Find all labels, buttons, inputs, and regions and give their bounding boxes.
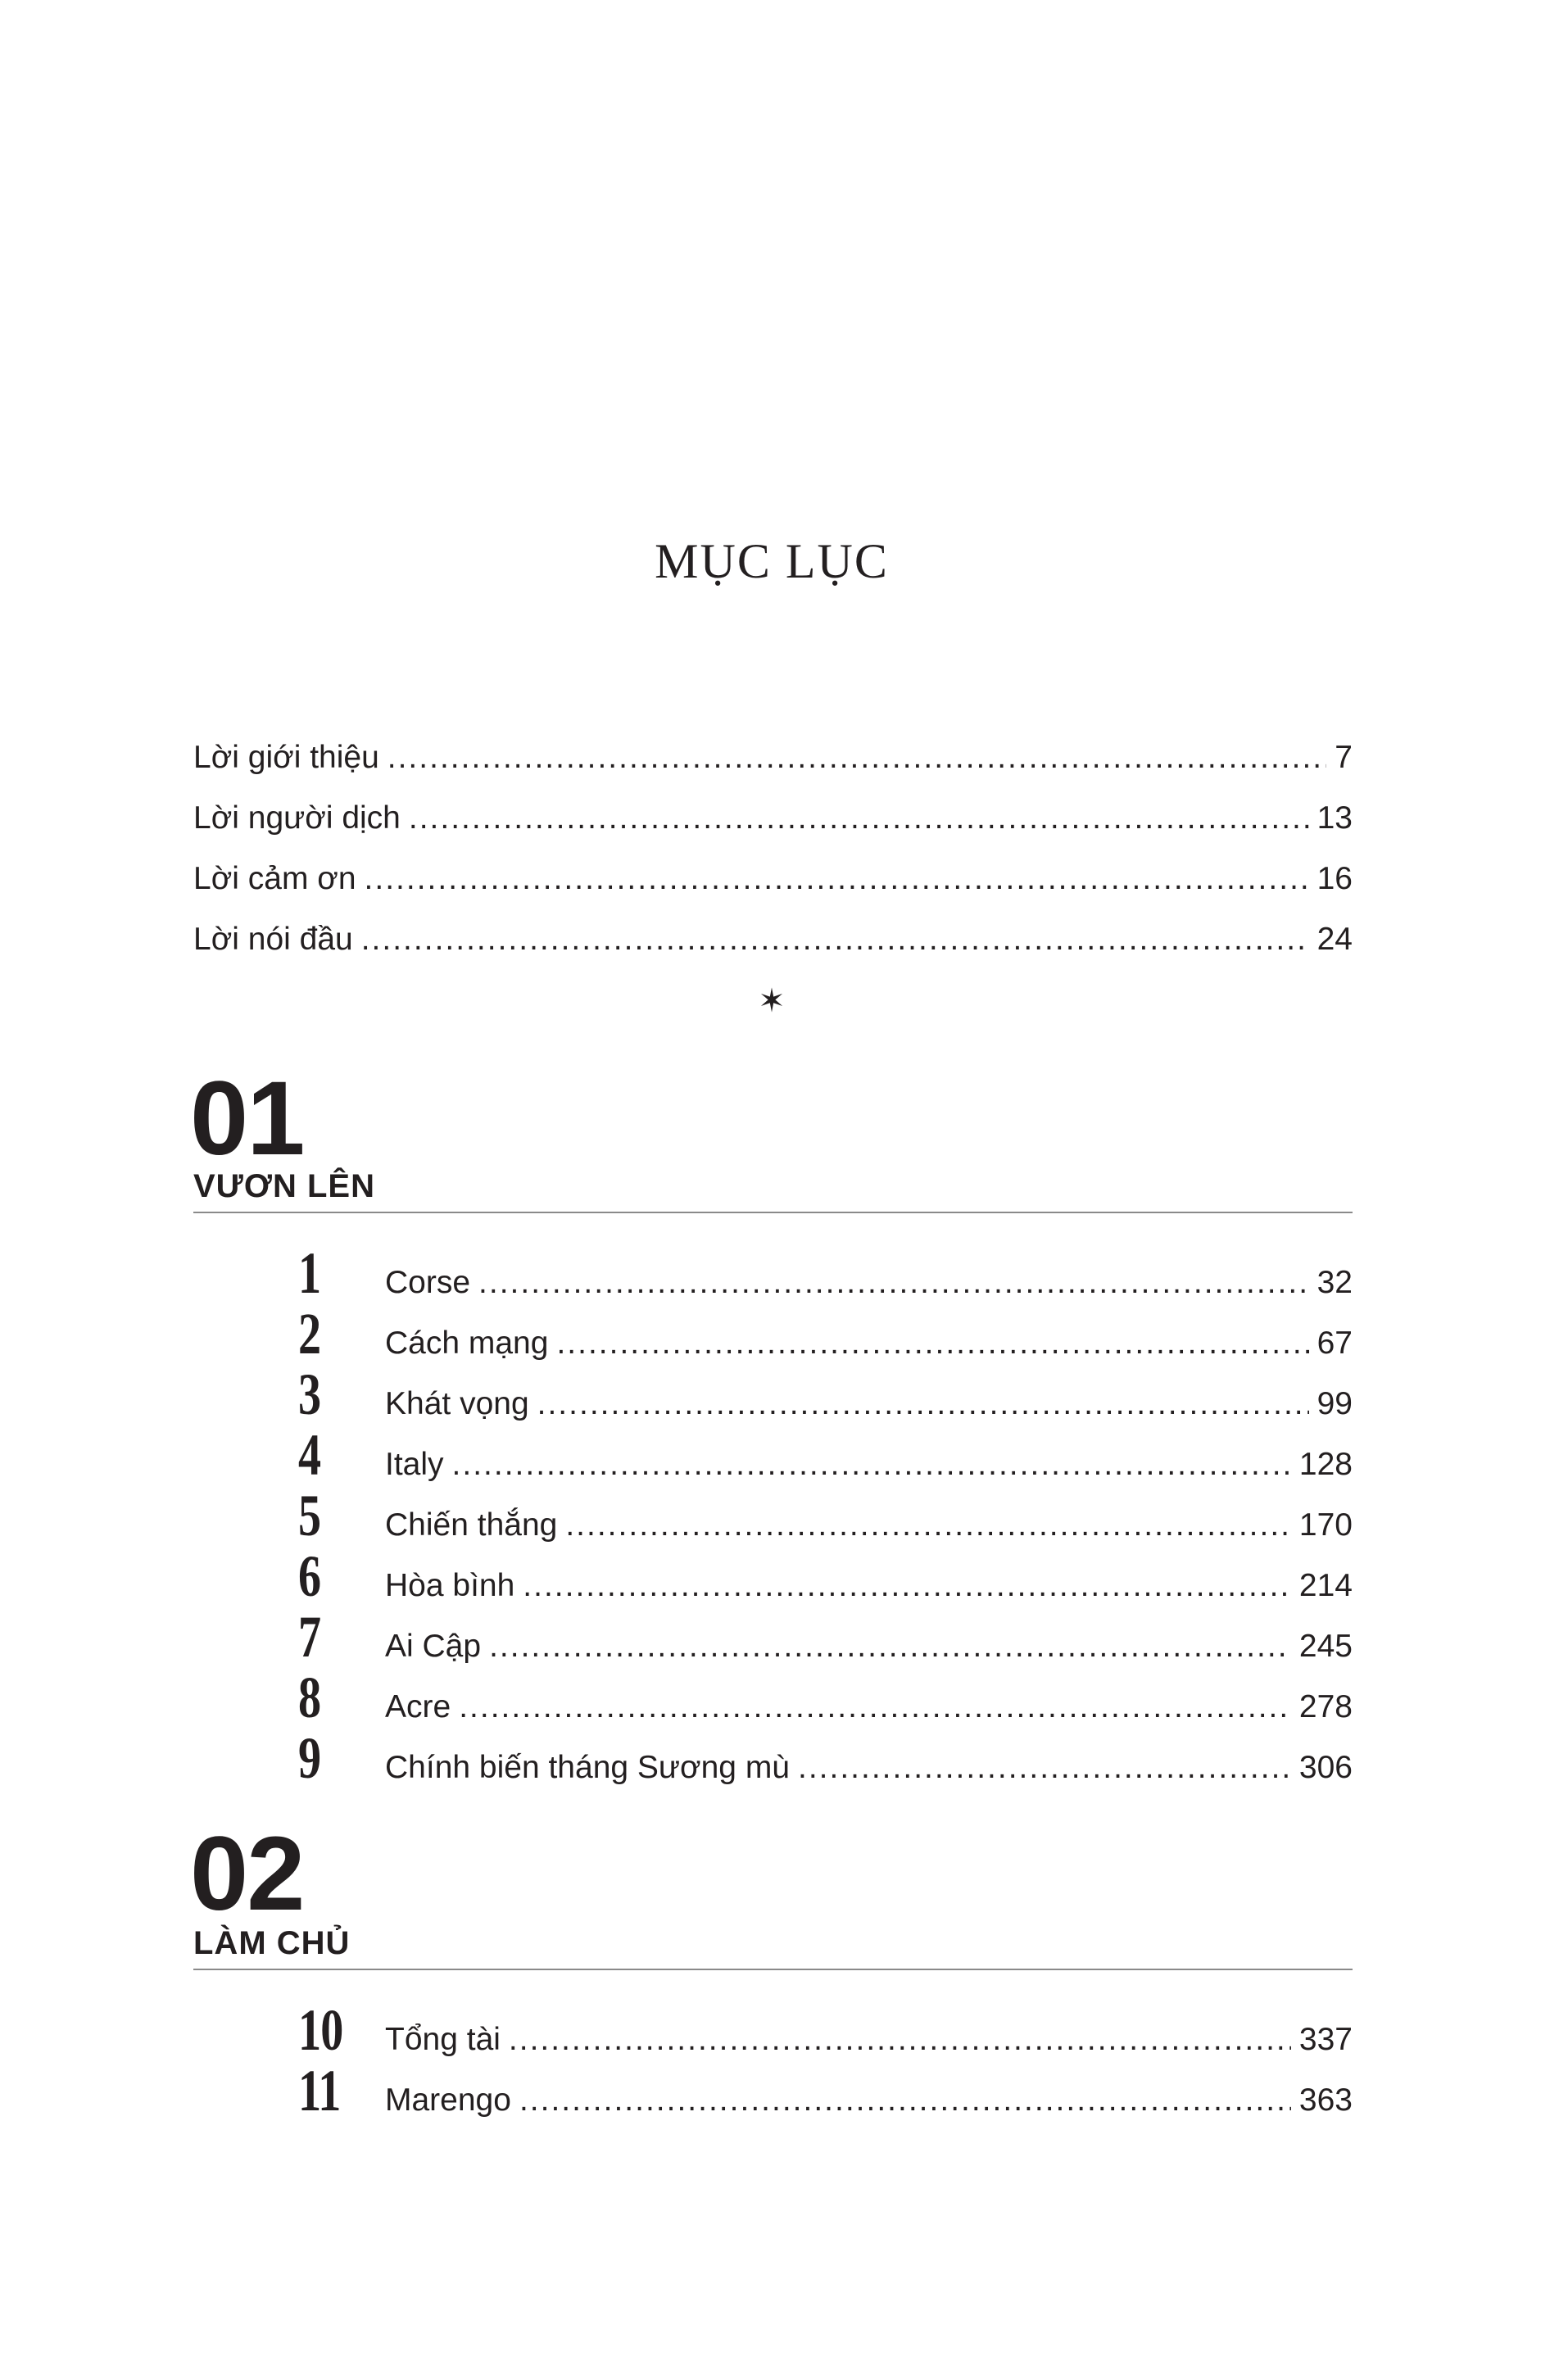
- chapter-item[interactable]: [193, 1997, 1353, 2063]
- chapter-title: Khát vọng: [385, 1386, 529, 1421]
- chapter-item[interactable]: [193, 1364, 1353, 1425]
- chapter-number: 11: [298, 2058, 341, 2123]
- dot-leader: [361, 909, 1309, 970]
- chapter-title: Chính biến tháng Sương mù: [385, 1750, 790, 1785]
- page-number: 245: [1298, 1629, 1353, 1664]
- front-matter-item[interactable]: [193, 909, 1353, 970]
- page-number: 99: [1316, 1386, 1353, 1421]
- dot-leader: [489, 1616, 1291, 1677]
- chapter-number: 6: [298, 1543, 321, 1609]
- chapter-item[interactable]: [193, 1604, 1353, 1670]
- part-divider: [193, 1969, 1353, 1970]
- chapter-title: Tổng tài: [385, 2022, 501, 2057]
- chapter-number: 2: [298, 1301, 321, 1366]
- entry-title: Lời cảm ơn: [193, 861, 356, 896]
- chapter-title: Chiến thắng: [385, 1507, 558, 1543]
- dot-leader: [452, 1434, 1291, 1495]
- dot-leader: [387, 727, 1327, 788]
- page-number: 7: [1335, 740, 1353, 775]
- dot-leader: [478, 1253, 1309, 1313]
- dot-leader: [519, 2070, 1291, 2131]
- chapter-item[interactable]: [193, 2060, 1353, 2121]
- chapter-item[interactable]: [193, 1667, 1353, 1728]
- chapter-item[interactable]: [193, 1303, 1353, 1364]
- dot-leader: [523, 1556, 1291, 1616]
- chapter-title: Hòa bình: [385, 1568, 515, 1603]
- page-number: 306: [1298, 1750, 1353, 1785]
- chapter-item[interactable]: [193, 1725, 1353, 1791]
- part-title: LÀM CHỦ: [193, 1925, 351, 1961]
- entry-title: Lời người dịch: [193, 800, 401, 836]
- part-divider: [193, 1212, 1353, 1213]
- dot-leader: [565, 1495, 1291, 1556]
- dot-leader: [509, 2010, 1291, 2070]
- chapter-item[interactable]: [193, 1485, 1353, 1546]
- front-matter-item[interactable]: [193, 788, 1353, 849]
- entry-title: Lời nói đầu: [193, 922, 353, 957]
- page-number: 363: [1298, 2082, 1353, 2118]
- chapter-number: 7: [298, 1604, 321, 1670]
- dot-leader: [409, 788, 1309, 849]
- chapter-title: Acre: [385, 1689, 451, 1724]
- chapter-title: Italy: [385, 1447, 444, 1482]
- page-number: 24: [1316, 922, 1353, 957]
- page-number: 67: [1316, 1326, 1353, 1361]
- page-number: 16: [1316, 861, 1353, 896]
- chapter-number: 10: [298, 1997, 343, 2063]
- star-separator-icon: ✶: [758, 983, 786, 1019]
- chapter-list: [193, 1240, 1353, 1791]
- dot-leader: [537, 1374, 1309, 1434]
- chapter-number: 1: [298, 1240, 321, 1306]
- page-number: 170: [1298, 1507, 1353, 1543]
- page-number: 278: [1298, 1689, 1353, 1724]
- chapter-item[interactable]: [193, 1422, 1353, 1488]
- chapter-number: 9: [298, 1725, 321, 1791]
- dot-leader: [798, 1738, 1291, 1798]
- chapter-item[interactable]: [193, 1543, 1353, 1609]
- page-number: 13: [1316, 800, 1353, 836]
- dot-leader: [459, 1677, 1291, 1738]
- chapter-title: Corse: [385, 1265, 471, 1300]
- part-number: 01: [190, 1060, 304, 1177]
- dot-leader: [556, 1313, 1308, 1374]
- dot-leader: [365, 849, 1309, 909]
- page-number: 214: [1298, 1568, 1353, 1603]
- chapter-title: Marengo: [385, 2082, 511, 2118]
- chapter-number: 3: [298, 1362, 321, 1427]
- chapter-title: Ai Cập: [385, 1629, 482, 1664]
- page-number: 128: [1298, 1447, 1353, 1482]
- page-number: 32: [1316, 1265, 1353, 1300]
- front-matter-item[interactable]: [193, 727, 1353, 788]
- page-number: 337: [1298, 2022, 1353, 2057]
- page-title: MỤC LỤC: [655, 534, 889, 588]
- chapter-item[interactable]: [193, 1240, 1353, 1306]
- part-number: 02: [190, 1815, 304, 1933]
- chapter-number: 8: [298, 1665, 321, 1730]
- chapter-title: Cách mạng: [385, 1326, 549, 1361]
- chapter-list: [193, 1997, 1353, 2123]
- entry-title: Lời giới thiệu: [193, 740, 379, 775]
- front-matter-list: [193, 727, 1353, 970]
- chapter-number: 4: [298, 1422, 321, 1488]
- chapter-number: 5: [298, 1483, 321, 1548]
- front-matter-item[interactable]: [193, 849, 1353, 909]
- part-title: VƯƠN LÊN: [193, 1168, 375, 1204]
